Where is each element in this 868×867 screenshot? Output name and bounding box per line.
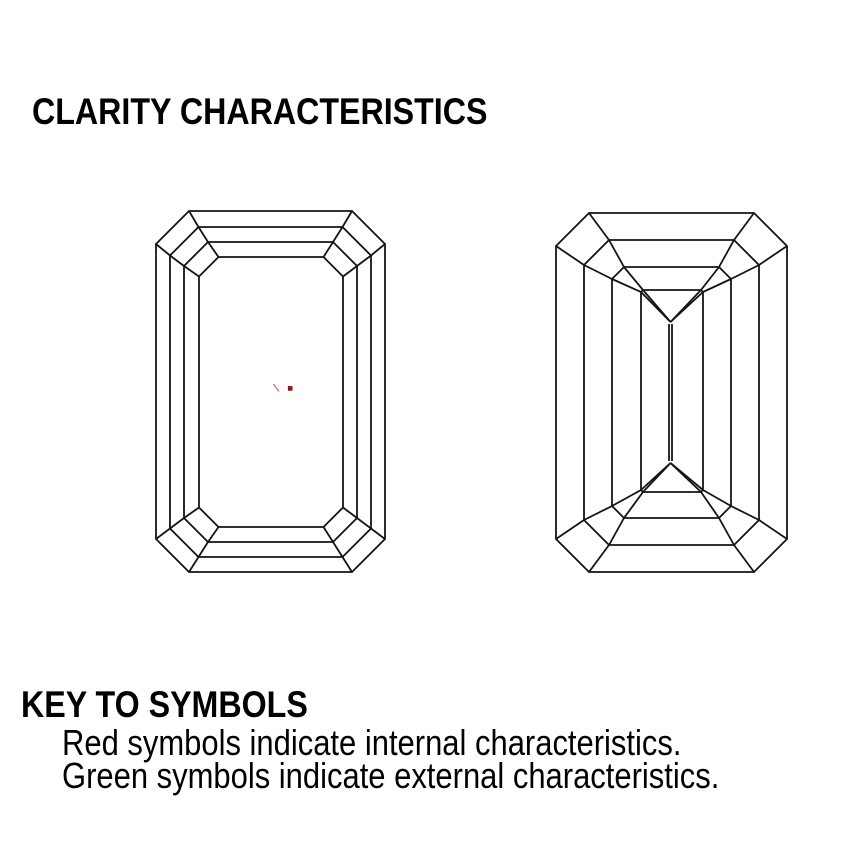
key-to-symbols-heading: KEY TO SYMBOLS [21,683,308,725]
key-line-internal: Red symbols indicate internal characteristics. [62,722,682,763]
pavilion-view-facet-lines [556,213,787,572]
red-needle-symbol [274,384,280,392]
crown-view-facet-lines [156,211,385,572]
key-description [62,722,826,796]
key-line-external: Green symbols indicate external characteristics. [62,755,720,796]
pavilion-view-svg [548,205,795,580]
crown-view-svg [148,203,393,580]
keel-line [669,324,672,461]
page-title: CLARITY CHARACTERISTICS [32,90,488,132]
pavilion-view-diagram [548,205,795,580]
crown-view-diagram [148,203,393,580]
red-pinpoint-symbol [288,387,292,391]
